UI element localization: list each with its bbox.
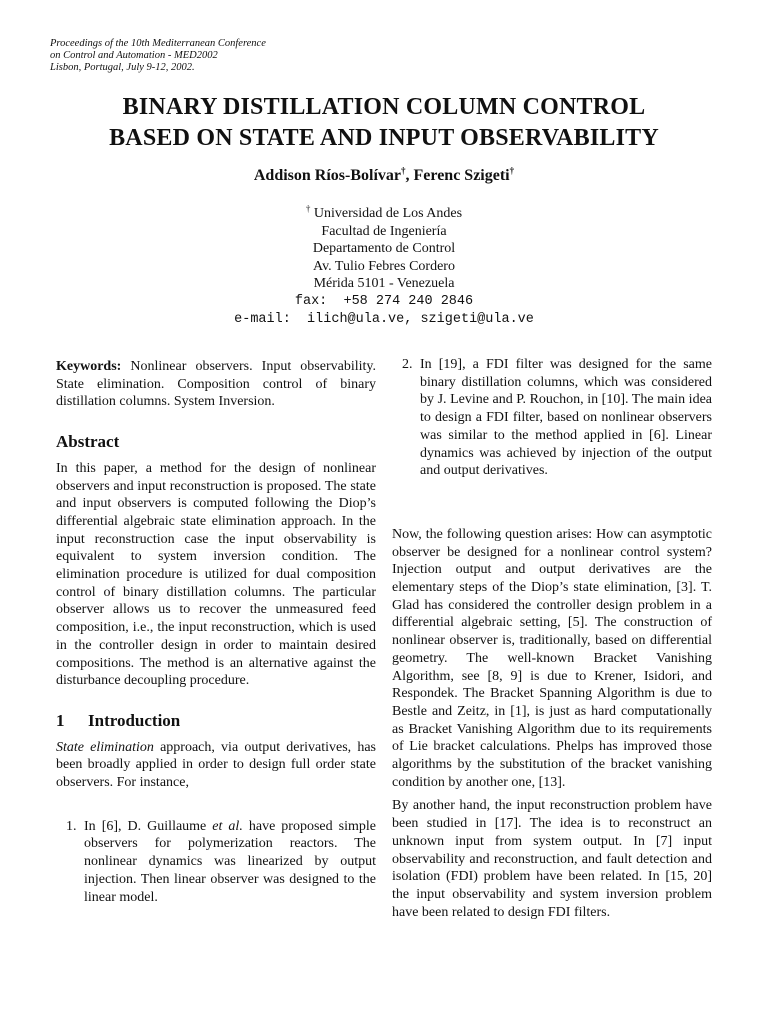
- body-paragraph: Now, the following question arises: How can asymptotic observer be designed for a nonlinear control system? Injection output and output derivatives are the elementary steps of the Diop’s state elimination, [3]. T. Glad has considered the controller design problem in a differential algebraic setting, [5]. The construction of nonlinear observer is, traditionally, based on differential geometry. The well-known Bracket Vanishing Algorithm, see [8, 9] is due to Krener, Isidori, and Respondek. The Bracket Spanning Algorithm is due to Bestle and Zeitz, in [1], is just as hard computationally as Bracket Vanishing Algorithm due to its requirements of Lie bracket calculations. Phelps has improved those algorithms by the substitution of the bracket vanishing condition by another one, [13].: [392, 526, 712, 790]
- reference-list: [56, 818, 376, 907]
- author-separator: ,: [405, 167, 414, 184]
- affiliation-line: † Universidad de Los Andes: [305, 203, 463, 221]
- section-title: Introduction: [88, 710, 181, 730]
- keywords-text: Nonlinear observers. Input observability. State elimination. Composition control of binary distillation columns. System Inversion.: [56, 359, 376, 410]
- keywords-paragraph: [56, 358, 376, 411]
- affiliation-line: Facultad de Ingeniería: [321, 223, 447, 239]
- list-item-number: 1.: [66, 818, 77, 834]
- introduction-heading: [56, 712, 376, 730]
- author-name: Addison Ríos-Bolívar: [253, 167, 402, 184]
- body-paragraph: By another hand, the input reconstruction problem have been studied in [17]. The idea is to reconstruct an unknown input from system output. In [7] input observability and reconstruction, and fault detection and isolation (FDI) problem have been related. In [15, 20] the input observability and system inversion problem have been related to design FDI filters.: [392, 798, 712, 920]
- affiliation-line: Mérida 5101 - Venezuela: [313, 276, 455, 292]
- proceedings-header: [50, 38, 266, 74]
- left-column: [56, 358, 376, 906]
- abstract-heading: Abstract: [56, 432, 120, 452]
- author-name: Ferenc Szigeti: [413, 167, 510, 184]
- paper-title: [0, 92, 768, 154]
- right-column: [392, 356, 712, 921]
- abstract-text: In this paper, a method for the design of nonlinear observers and input reconstruction is proposed. The state and input observers is computed following the Diop’s differential algebraic state elimination approach. In the input reconstruction case the input observability is equivalent to system inversion condition. The elimination procedure is utilized for dual composition control of binary distillation columns. The particular observer allows us to recover the unmeasured feed composition, i.e., the input reconstruction, which is used in the controller design in order to maintain desired compositions. The method is an alternative against the disturbance decoupling procedure.: [56, 460, 376, 689]
- list-item: 1. In [6], D. Guillaume et al. have proposed simple observers for polymerization reactors. The nonlinear dynamics was linearized by output injection. Then linear observer was designed to the linear model.: [66, 818, 376, 905]
- list-item: 2. In [19], a FDI filter was designed for the same binary distillation columns, which was considered by J. Levine and P. Rouchon, in [10]. The main idea to design a FDI filter, based on nonlinear observers was similar to the method applied in [6]. Linear dynamics was achieved by injection of the output and output derivatives.: [402, 357, 712, 479]
- affiliation-line: Av. Tulio Febres Cordero: [313, 258, 455, 274]
- intro-paragraph: State elimination approach, via output derivatives, has been broadly applied in order to design full order state observers. For instance,: [56, 739, 377, 791]
- list-item-number: 2.: [402, 357, 413, 372]
- affiliation-mark: †: [401, 165, 406, 176]
- keywords-label: Keywords:: [56, 359, 122, 374]
- section-number: 1: [56, 710, 65, 730]
- reference-list: [392, 356, 712, 480]
- title-line: BASED ON STATE AND INPUT OBSERVABILITY: [109, 125, 659, 151]
- author-list: [0, 167, 768, 185]
- fax-number: fax: +58 274 240 2846: [294, 293, 474, 309]
- intro-emphasis: State elimination: [56, 739, 154, 755]
- title-line: BINARY DISTILLATION COLUMN CONTROL: [122, 94, 646, 120]
- affiliation-mark: †: [305, 203, 311, 214]
- affiliation-block: [0, 205, 768, 328]
- affiliation-mark: †: [509, 165, 515, 176]
- header-line: Lisbon, Portugal, July 9-12, 2002.: [50, 62, 195, 73]
- affiliation-line: Departamento de Control: [312, 241, 456, 257]
- header-line: Proceedings of the 10th Mediterranean Conference: [50, 38, 266, 49]
- header-line: on Control and Automation - MED2002: [50, 50, 218, 61]
- email-addresses: e-mail: ilich@ula.ve, szigeti@ula.ve: [234, 311, 534, 327]
